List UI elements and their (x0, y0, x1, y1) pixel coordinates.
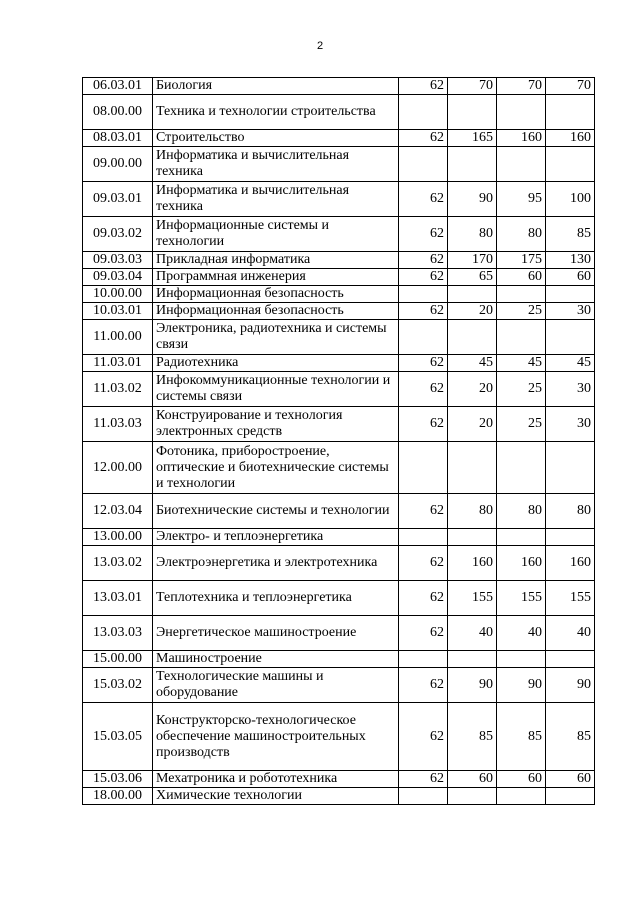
row-value-4 (546, 147, 595, 182)
row-code: 11.03.01 (83, 355, 153, 372)
row-value-2 (448, 320, 497, 355)
row-code: 18.00.00 (83, 788, 153, 805)
row-name: Электроэнергетика и электротехника (153, 546, 399, 581)
row-value-4 (546, 442, 595, 494)
row-value-4: 130 (546, 252, 595, 269)
row-value-4 (546, 95, 595, 130)
row-value-1 (399, 788, 448, 805)
row-value-1: 62 (399, 372, 448, 407)
table-row (83, 147, 595, 182)
row-name: Теплотехника и теплоэнергетика (153, 581, 399, 616)
row-value-3 (497, 529, 546, 546)
row-name: Программная инженерия (153, 269, 399, 286)
row-value-2: 20 (448, 303, 497, 320)
row-value-2 (448, 147, 497, 182)
row-name: Строительство (153, 130, 399, 147)
row-value-3 (497, 651, 546, 668)
table-row (83, 217, 595, 252)
row-value-1 (399, 95, 448, 130)
table-row (83, 407, 595, 442)
row-value-1: 62 (399, 616, 448, 651)
row-name: Биология (153, 78, 399, 95)
row-value-4 (546, 529, 595, 546)
row-value-2: 165 (448, 130, 497, 147)
row-name: Конструирование и технология электронных средств (153, 407, 399, 442)
row-value-2: 80 (448, 494, 497, 529)
row-value-3: 60 (497, 771, 546, 788)
row-value-1: 62 (399, 407, 448, 442)
table-row (83, 355, 595, 372)
row-value-4: 160 (546, 130, 595, 147)
row-value-1: 62 (399, 494, 448, 529)
row-value-3: 80 (497, 217, 546, 252)
row-value-4: 70 (546, 78, 595, 95)
row-value-4 (546, 286, 595, 303)
row-name: Биотехнические системы и технологии (153, 494, 399, 529)
row-value-4: 80 (546, 494, 595, 529)
row-value-4 (546, 320, 595, 355)
row-value-4: 30 (546, 303, 595, 320)
row-name: Энергетическое машиностроение (153, 616, 399, 651)
row-name: Фотоника, приборостроение, оптические и биотехнические системы и технологии (153, 442, 399, 494)
row-value-1 (399, 651, 448, 668)
row-value-2: 45 (448, 355, 497, 372)
row-value-4: 85 (546, 703, 595, 771)
row-value-2: 65 (448, 269, 497, 286)
row-name: Химические технологии (153, 788, 399, 805)
table-row (83, 529, 595, 546)
row-value-1: 62 (399, 546, 448, 581)
row-value-3 (497, 320, 546, 355)
row-code: 09.03.04 (83, 269, 153, 286)
row-value-1: 62 (399, 668, 448, 703)
specialty-table (82, 77, 595, 805)
row-value-1 (399, 286, 448, 303)
table-body (83, 78, 595, 805)
row-value-4: 30 (546, 407, 595, 442)
row-value-3: 25 (497, 372, 546, 407)
row-value-3: 95 (497, 182, 546, 217)
row-value-4: 160 (546, 546, 595, 581)
row-name: Прикладная информатика (153, 252, 399, 269)
row-value-2 (448, 529, 497, 546)
row-code: 15.00.00 (83, 651, 153, 668)
row-value-1: 62 (399, 252, 448, 269)
row-value-3 (497, 788, 546, 805)
row-name: Информационная безопасность (153, 286, 399, 303)
row-value-3: 90 (497, 668, 546, 703)
row-code: 09.03.01 (83, 182, 153, 217)
row-value-2: 70 (448, 78, 497, 95)
row-value-1: 62 (399, 130, 448, 147)
row-value-4: 60 (546, 269, 595, 286)
row-value-4: 45 (546, 355, 595, 372)
row-value-3 (497, 442, 546, 494)
row-value-2: 160 (448, 546, 497, 581)
row-code: 06.03.01 (83, 78, 153, 95)
row-name: Техника и технологии строительства (153, 95, 399, 130)
row-code: 08.03.01 (83, 130, 153, 147)
table-row (83, 616, 595, 651)
row-value-1: 62 (399, 703, 448, 771)
table-row (83, 581, 595, 616)
row-value-3 (497, 95, 546, 130)
row-value-3: 175 (497, 252, 546, 269)
table-row (83, 95, 595, 130)
table-row (83, 442, 595, 494)
row-code: 15.03.02 (83, 668, 153, 703)
row-code: 09.00.00 (83, 147, 153, 182)
row-name: Электроника, радиотехника и системы связи (153, 320, 399, 355)
row-value-2: 90 (448, 182, 497, 217)
row-value-4: 60 (546, 771, 595, 788)
row-value-2 (448, 286, 497, 303)
row-code: 13.00.00 (83, 529, 153, 546)
row-value-1 (399, 147, 448, 182)
row-value-1: 62 (399, 355, 448, 372)
row-code: 12.03.04 (83, 494, 153, 529)
row-value-1 (399, 320, 448, 355)
row-code: 08.00.00 (83, 95, 153, 130)
row-code: 13.03.02 (83, 546, 153, 581)
table-row (83, 494, 595, 529)
row-value-4: 85 (546, 217, 595, 252)
row-value-3: 85 (497, 703, 546, 771)
row-value-2: 40 (448, 616, 497, 651)
row-code: 11.00.00 (83, 320, 153, 355)
table-row (83, 320, 595, 355)
table-row (83, 546, 595, 581)
row-value-1: 62 (399, 182, 448, 217)
row-code: 15.03.06 (83, 771, 153, 788)
row-code: 11.03.02 (83, 372, 153, 407)
row-value-1: 62 (399, 78, 448, 95)
row-value-4: 90 (546, 668, 595, 703)
row-value-3: 45 (497, 355, 546, 372)
row-code: 10.03.01 (83, 303, 153, 320)
table-row (83, 269, 595, 286)
table-row (83, 78, 595, 95)
table-row (83, 651, 595, 668)
row-value-3 (497, 147, 546, 182)
table-row (83, 286, 595, 303)
row-name: Мехатроника и робототехника (153, 771, 399, 788)
row-code: 12.00.00 (83, 442, 153, 494)
row-name: Конструкторско-технологическое обеспечение машиностроительных производств (153, 703, 399, 771)
row-value-2: 85 (448, 703, 497, 771)
row-value-1: 62 (399, 771, 448, 788)
table-row (83, 668, 595, 703)
row-value-2: 170 (448, 252, 497, 269)
row-name: Инфокоммуникационные технологии и системы связи (153, 372, 399, 407)
row-value-1 (399, 442, 448, 494)
row-value-2 (448, 651, 497, 668)
row-value-3: 160 (497, 130, 546, 147)
row-code: 13.03.01 (83, 581, 153, 616)
table-row (83, 182, 595, 217)
row-value-1: 62 (399, 269, 448, 286)
row-value-3: 40 (497, 616, 546, 651)
row-value-3: 160 (497, 546, 546, 581)
row-value-4 (546, 788, 595, 805)
row-name: Технологические машины и оборудование (153, 668, 399, 703)
row-name: Электро- и теплоэнергетика (153, 529, 399, 546)
row-value-4: 40 (546, 616, 595, 651)
table-row (83, 771, 595, 788)
row-value-3: 155 (497, 581, 546, 616)
row-value-1: 62 (399, 217, 448, 252)
row-name: Информационные системы и технологии (153, 217, 399, 252)
row-name: Информатика и вычислительная техника (153, 182, 399, 217)
page-number: 2 (316, 40, 324, 52)
row-value-2: 90 (448, 668, 497, 703)
row-value-2: 20 (448, 372, 497, 407)
table-row (83, 130, 595, 147)
row-value-3: 25 (497, 303, 546, 320)
table-row (83, 372, 595, 407)
row-value-4 (546, 651, 595, 668)
row-value-1 (399, 529, 448, 546)
row-value-3: 60 (497, 269, 546, 286)
table-row (83, 788, 595, 805)
row-value-4: 30 (546, 372, 595, 407)
row-code: 15.03.05 (83, 703, 153, 771)
row-code: 09.03.02 (83, 217, 153, 252)
row-value-2: 80 (448, 217, 497, 252)
row-value-3: 25 (497, 407, 546, 442)
row-code: 09.03.03 (83, 252, 153, 269)
row-value-1: 62 (399, 303, 448, 320)
row-value-4: 100 (546, 182, 595, 217)
table-row (83, 252, 595, 269)
row-value-3: 70 (497, 78, 546, 95)
row-code: 10.00.00 (83, 286, 153, 303)
row-name: Радиотехника (153, 355, 399, 372)
row-value-3 (497, 286, 546, 303)
row-value-2 (448, 788, 497, 805)
table-row (83, 703, 595, 771)
row-code: 11.03.03 (83, 407, 153, 442)
row-code: 13.03.03 (83, 616, 153, 651)
row-value-4: 155 (546, 581, 595, 616)
row-value-1: 62 (399, 581, 448, 616)
row-value-3: 80 (497, 494, 546, 529)
row-value-2: 20 (448, 407, 497, 442)
row-value-2 (448, 442, 497, 494)
table-row (83, 303, 595, 320)
row-name: Машиностроение (153, 651, 399, 668)
row-value-2 (448, 95, 497, 130)
row-value-2: 155 (448, 581, 497, 616)
row-value-2: 60 (448, 771, 497, 788)
row-name: Информатика и вычислительная техника (153, 147, 399, 182)
row-name: Информационная безопасность (153, 303, 399, 320)
